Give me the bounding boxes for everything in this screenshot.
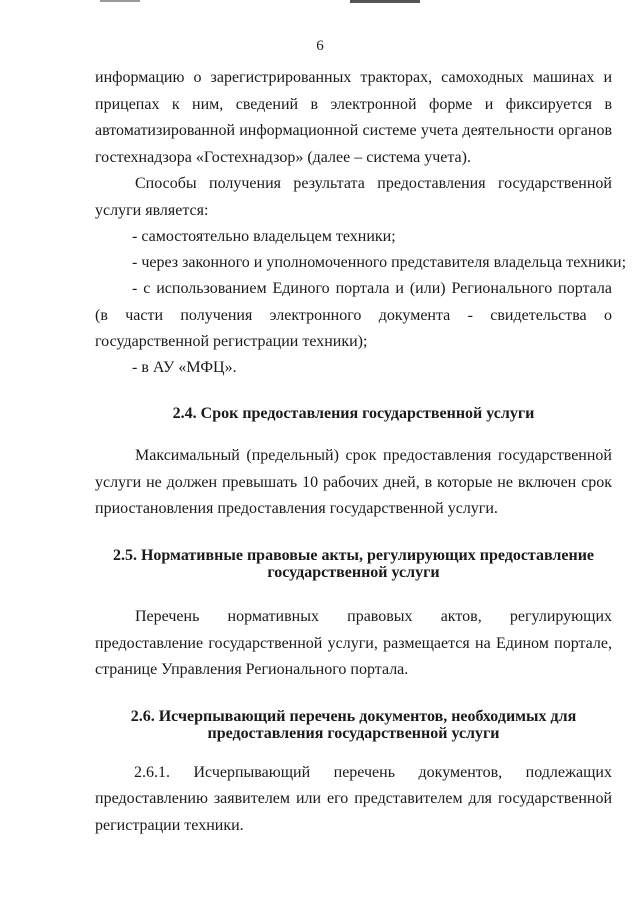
section-heading-2-4: 2.4. Срок предоставления государственной услуги <box>172 405 535 422</box>
word: перечень <box>333 764 396 781</box>
section-heading-2-5: 2.5. Нормативные правовые акты, регулирующих предоставление государственной услуги <box>112 547 595 581</box>
section-heading-2-6: 2.6. Исчерпывающий перечень документов, необходимых для предоставления государственной услуги <box>130 708 577 742</box>
paragraph-2-5: Перечень нормативных правовых актов, регулирующих предоставление государственной услуги, размещается на Едином портале, странице Управления Регионального портала. <box>95 608 612 678</box>
word: документов, <box>418 764 503 781</box>
paragraph-2-6-1: предоставлению заявителем или его представителем для государственной регистрации техники. <box>95 790 612 834</box>
paragraph-2-6-1-first-line <box>134 760 612 786</box>
paragraph-2-4: Максимальный (предельный) срок предоставления государственной услуги не должен превышать 10 рабочих дней, в которые не включен срок приостановления предоставления государственной услуги. <box>95 447 612 517</box>
clause-number: 2.6.1. <box>134 764 170 781</box>
page-number: 6 <box>316 38 324 54</box>
scan-artifact <box>350 0 420 3</box>
word: Исчерпывающий <box>193 764 311 781</box>
word: подлежащих <box>525 764 612 781</box>
paragraph-result-methods: Способы получения результата предоставления государственной услуги является: <box>95 175 612 219</box>
list-item: - в АУ «МФЦ». <box>132 359 237 376</box>
list-item: - с использованием Единого портала и (или) Регионального портала (в части получения электронного документа - свидетельства о государственной регистрации техники); <box>95 280 612 350</box>
scan-artifact <box>100 0 140 2</box>
paragraph-continuation: информацию о зарегистрированных тракторах, самоходных машинах и прицепах к ним, сведений в электронной форме и фиксируется в автоматизированной информационной системе учета деятельности органов гостехнадзора «Гостехнадзор» (далее – система учета). <box>95 69 612 166</box>
list-item: - через законного и уполномоченного представителя владельца техники; <box>132 254 627 271</box>
list-item: - самостоятельно владельцем техники; <box>132 228 396 245</box>
